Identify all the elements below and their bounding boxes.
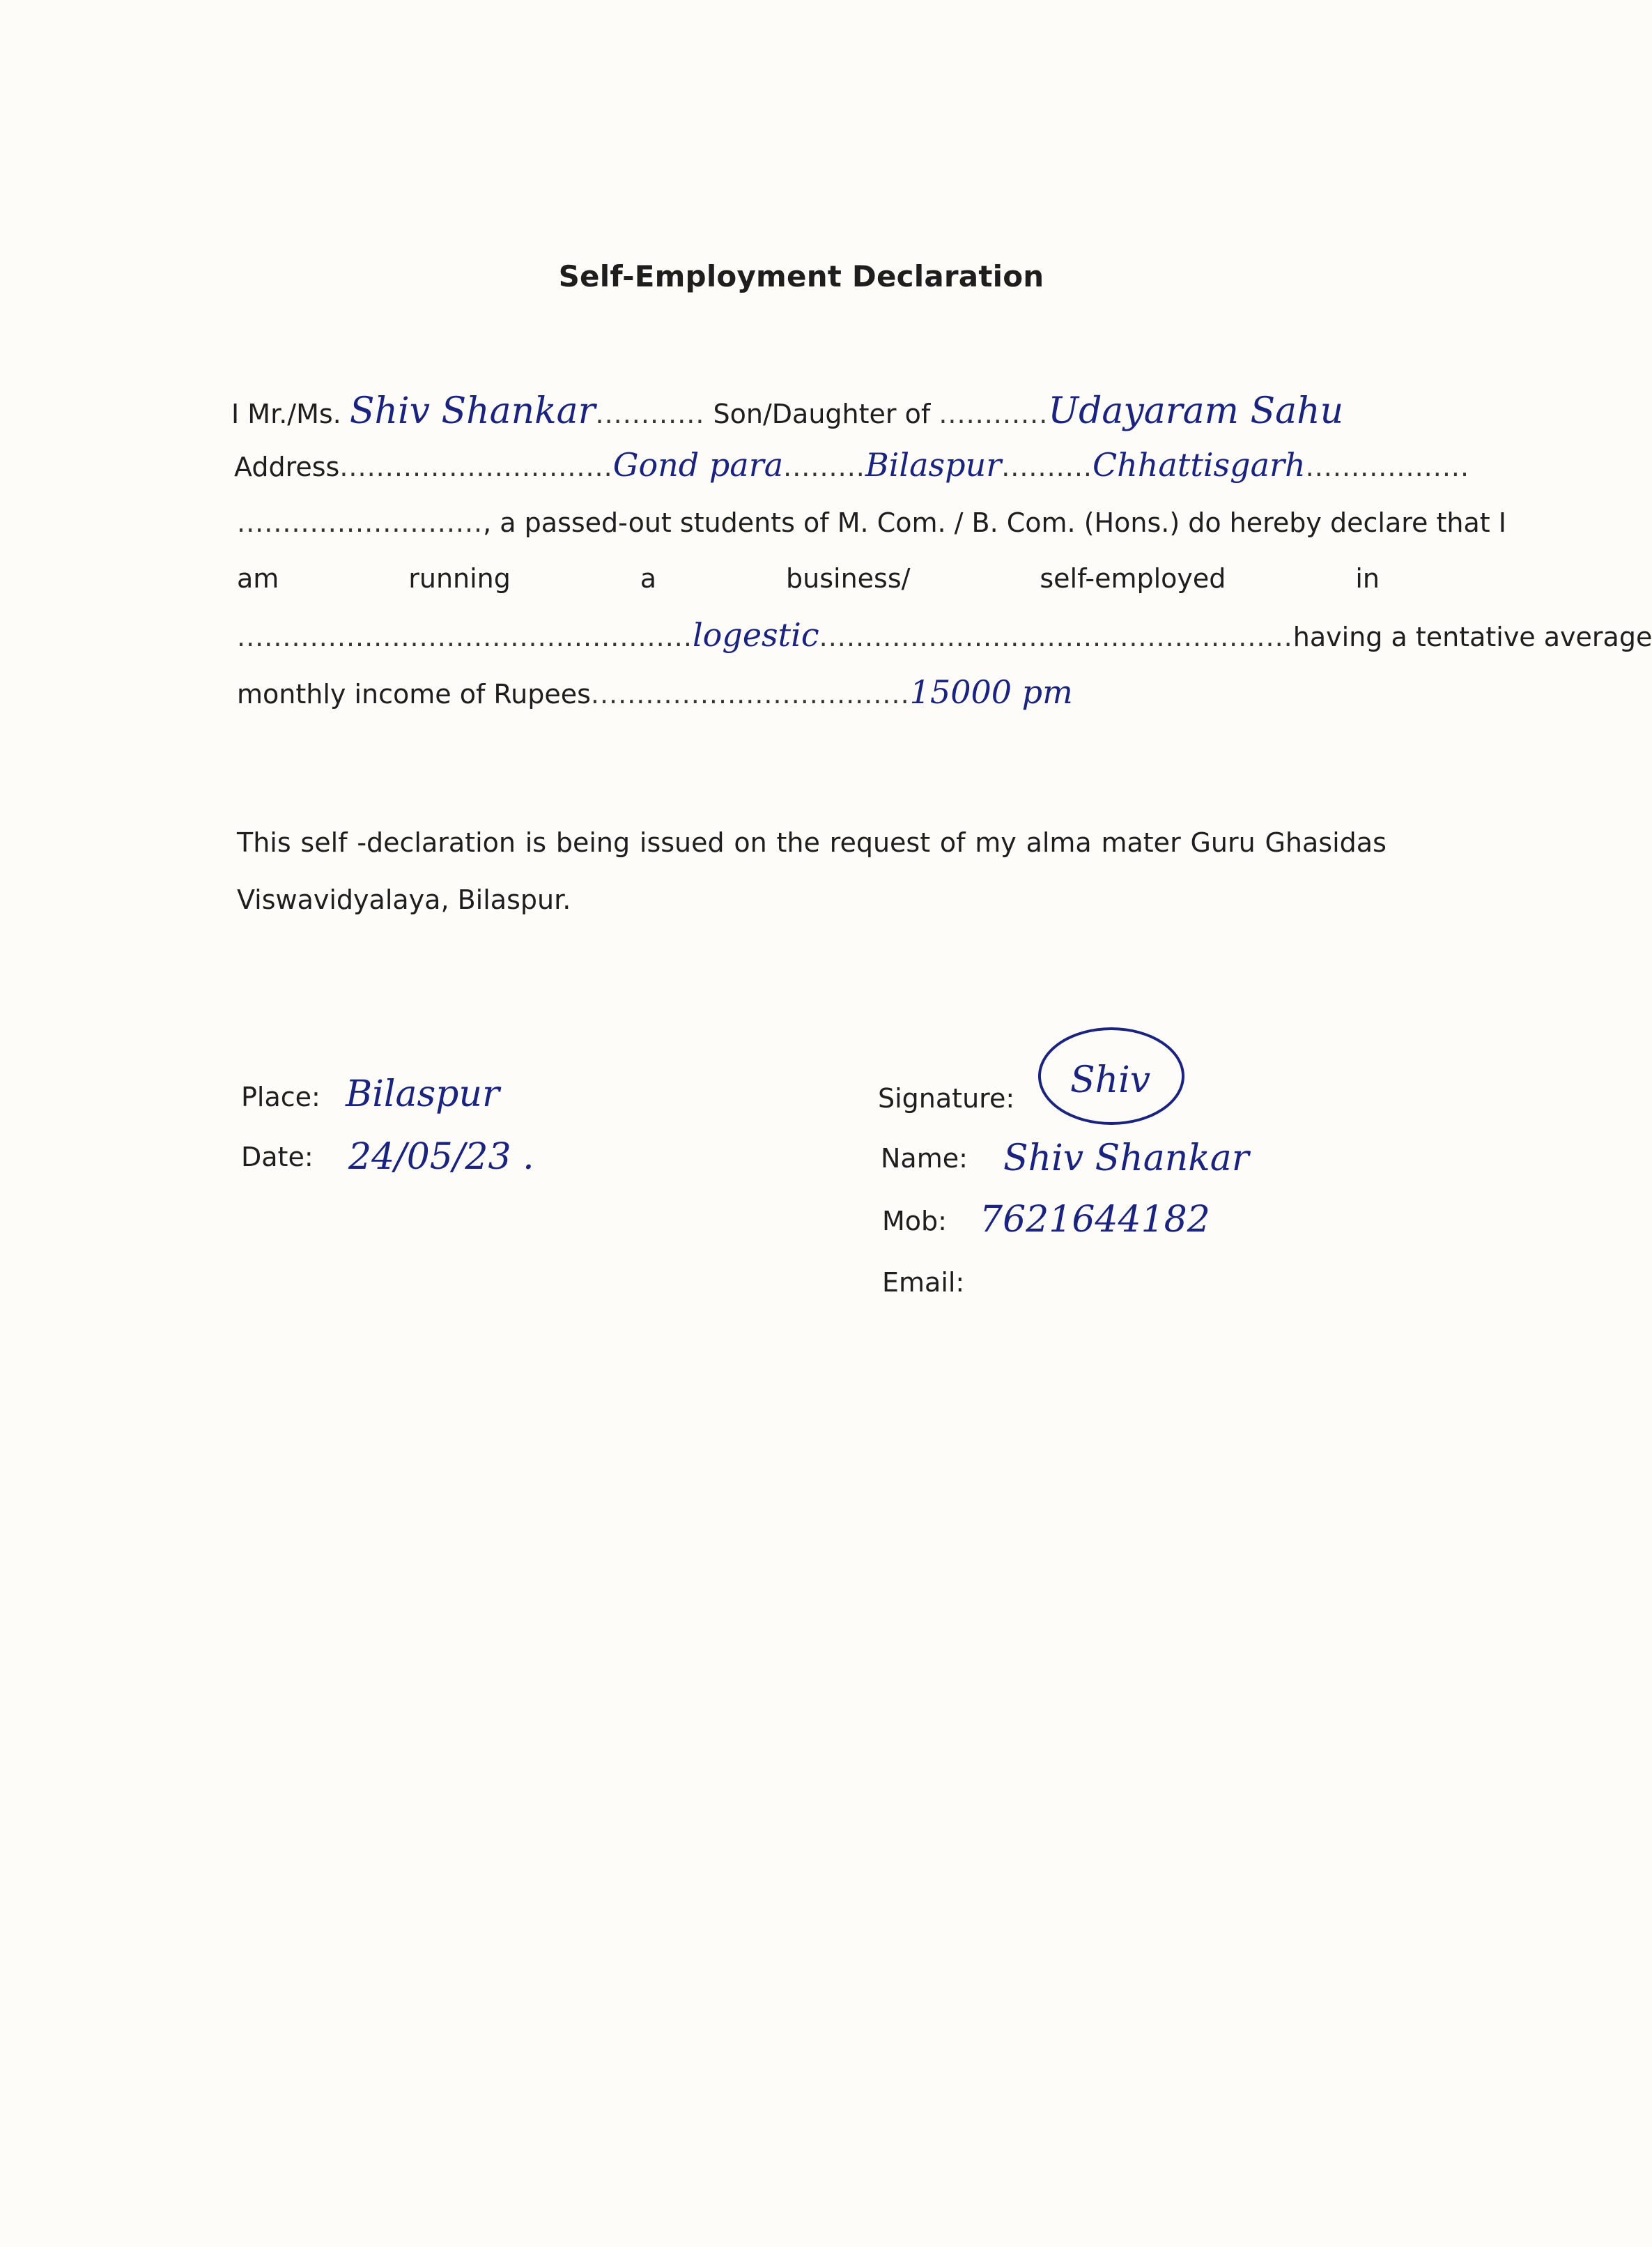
place-value: Bilaspur (346, 1073, 500, 1115)
address-line: Address..............................Gond para.........Bilaspur..........Chhattisgarh.................. (234, 446, 1470, 484)
signature-label: Signature: (878, 1083, 1015, 1114)
document-title: Self-Employment Declaration (558, 259, 1044, 293)
paragraph-word: -declaration (357, 827, 516, 858)
paragraph-word: request (829, 827, 931, 858)
paragraph-word: my (975, 827, 1017, 858)
paragraph-word: issued (639, 827, 725, 858)
word: am (237, 563, 279, 594)
income-intro: having a tentative average (1292, 622, 1652, 652)
word: running (408, 563, 511, 594)
address-part-1: Gond para (612, 446, 784, 484)
word: self-employed (1040, 563, 1226, 594)
request-paragraph (237, 814, 1387, 928)
mobile-label: Mob: (882, 1206, 947, 1236)
address-part-2: Bilaspur (865, 446, 1002, 484)
place-label: Place: (241, 1082, 321, 1112)
date-label: Date: (241, 1142, 314, 1172)
business-type: logestic (692, 616, 819, 654)
declaration-line: ..........................., a passed-out students of M. Com. / B. Com. (Hons.) do hereby declare that I (237, 507, 1506, 538)
name-label: Name: (881, 1143, 968, 1174)
applicant-name: Shiv Shankar (349, 390, 596, 432)
word: a (640, 563, 657, 594)
business-type-line: ..................................................logestic....................................................having a tentative average (237, 616, 1652, 654)
mobile-value: 7621644182 (980, 1199, 1210, 1241)
address-label: Address (234, 452, 340, 482)
paragraph-word: the (776, 827, 820, 858)
date-value: 24/05/23 . (348, 1136, 534, 1178)
name-value: Shiv Shankar (1003, 1137, 1249, 1179)
paragraph-row-1 (237, 814, 1387, 871)
business-line (237, 563, 1380, 594)
word: business/ (786, 563, 911, 594)
name-line: I Mr./Ms. Shiv Shankar............ Son/Daughter of ............Udayaram Sahu (231, 390, 1344, 432)
email-label: Email: (882, 1267, 965, 1298)
income-line: monthly income of Rupees...................................15000 pm (237, 673, 1073, 711)
paragraph-row-2: Viswavidyalaya, Bilaspur. (237, 884, 571, 915)
name-prefix: I Mr./Ms. (231, 399, 341, 429)
paragraph-word: Ghasidas (1265, 827, 1387, 858)
income-label: monthly income of Rupees (237, 679, 591, 710)
father-name: Udayaram Sahu (1048, 390, 1344, 432)
son-daughter-label: Son/Daughter of (713, 399, 931, 429)
declaration-text: , a passed-out students of M. Com. / B. Com. (Hons.) do hereby declare that I (483, 507, 1506, 538)
signature-value: Shiv (1070, 1059, 1151, 1101)
paragraph-word: alma (1026, 827, 1092, 858)
paragraph-word: is (525, 827, 547, 858)
monthly-income: 15000 pm (909, 673, 1073, 711)
paragraph-word: of (939, 827, 966, 858)
paragraph-word: being (555, 827, 631, 858)
word: in (1355, 563, 1380, 594)
paragraph-word: Guru (1190, 827, 1256, 858)
paragraph-word: on (734, 827, 767, 858)
paragraph-word: self (300, 827, 348, 858)
paragraph-word: This (237, 827, 291, 858)
address-part-3: Chhattisgarh (1092, 446, 1306, 484)
paragraph-word: mater (1101, 827, 1181, 858)
